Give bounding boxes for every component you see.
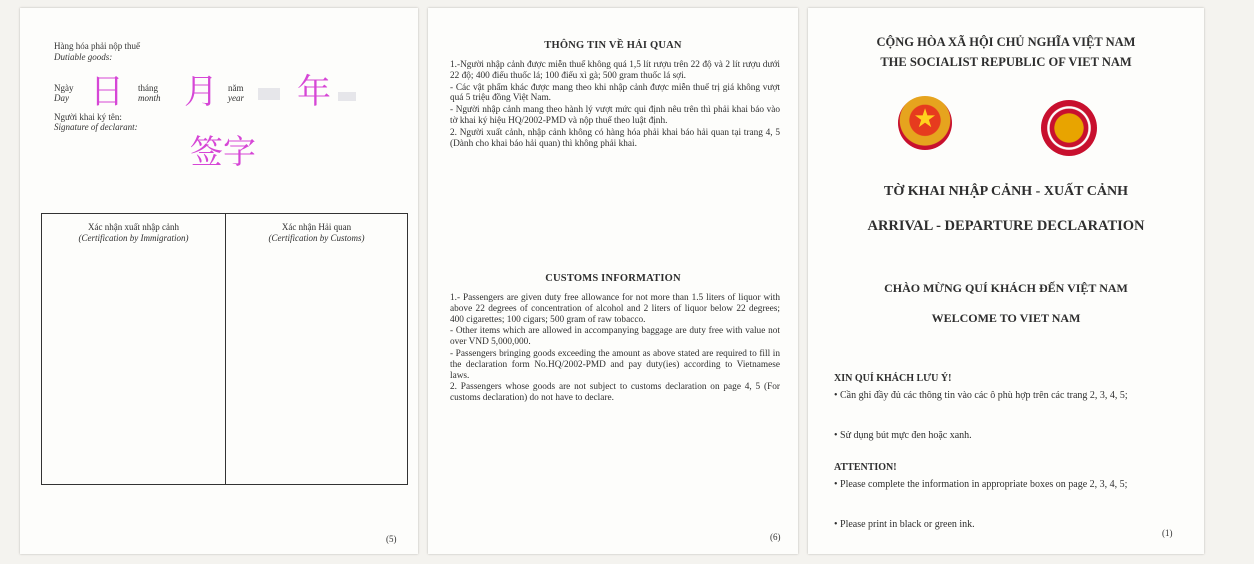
vn-item: - Người nhập cảnh mang theo hành lý vượt mức qui định nêu trên thì phải khai báo vào tờ khai ký hiệu HQ/2002-PMD và nộp thuế theo luật định. [450, 105, 780, 126]
dutiable-goods-label-vn: Hàng hóa phải nộp thuế [54, 41, 140, 51]
day-label-vn: Ngày [54, 83, 74, 93]
certification-table [41, 213, 408, 485]
day-handwritten-field[interactable]: 日 [90, 72, 124, 112]
vn-item: - Các vật phẩm khác được mang theo khi nhập cảnh được miễn thuế trị giá không vượt quá 5 triệu đồng Việt Nam. [450, 82, 780, 104]
table-divider [225, 214, 226, 484]
declaration-title-vn: TỜ KHAI NHẬP CẢNH - XUẤT CẢNH [884, 184, 1128, 199]
year-handwritten-field[interactable]: 年 [297, 72, 331, 112]
smudge [258, 88, 280, 100]
notice-vn-2: • Sử dụng bút mực đen hoặc xanh. [834, 430, 972, 441]
smudge [338, 92, 356, 101]
page-number: (5) [386, 534, 397, 544]
signature-label-vn: Người khai ký tên: [54, 112, 122, 122]
customs-header-en: (Certification by Customs) [268, 233, 365, 243]
customs-header [225, 222, 408, 244]
page-1-cover [808, 8, 1204, 554]
day-label-en: Day [54, 93, 69, 103]
month-handwritten-field[interactable]: 月 [184, 72, 218, 112]
signature-label-en: Signature of declarant: [54, 122, 138, 132]
page-number: (6) [770, 532, 781, 542]
customs-info-vn [450, 60, 780, 150]
page-number: (1) [1162, 528, 1173, 538]
en-item: 2. Passengers whose goods are not subject to customs declaration on page 4, 5 (For customs declaration) do not have to declare. [450, 382, 780, 404]
en-item: - Other items which are allowed in accompanying baggage are duty free with value not over VND 5,000,000. [450, 326, 780, 348]
star-icon: ★ [913, 104, 937, 134]
asean-emblem-icon [1041, 100, 1097, 156]
declaration-title-en: ARRIVAL - DEPARTURE DECLARATION [867, 218, 1145, 234]
vn-item: 2. Người xuất cảnh, nhập cảnh không có hàng hóa phải khai báo hải quan tại trang 4, 5 (Dành cho khai báo hải quan) thì không phải khai. [450, 127, 780, 149]
customs-header-vn: Xác nhận Hải quan [281, 222, 352, 232]
vn-item: 1.-Người nhập cảnh được miễn thuế không quá 1,5 lít rượu trên 22 độ và 2 lít rượu dưới 22 độ; 400 điếu thuốc lá; 100 điếu xì gà; 500 gram thuốc lá sợi. [450, 60, 780, 81]
welcome-en: WELCOME TO VIET NAM [931, 311, 1081, 325]
customs-info-title-vn: THÔNG TIN VỀ HẢI QUAN [544, 40, 682, 51]
year-label-en: year [228, 93, 244, 103]
year-label-vn: năm [228, 83, 244, 93]
en-item: 1.- Passengers are given duty free allowance for not more than 1.5 liters of liquor with above 22 degrees of concentration of alcohol and 2 liters of liquor below 22 degrees; 400 cigarettes; 100 cigars; 500 gram of raw tobacco. [450, 293, 780, 325]
notice-vn-title: XIN QUÍ KHÁCH LƯU Ý! [834, 373, 952, 384]
immigration-header-en: (Certification by Immigration) [78, 233, 189, 243]
welcome-vn: CHÀO MỪNG QUÍ KHÁCH ĐẾN VIỆT NAM [884, 281, 1128, 295]
immigration-header [42, 222, 225, 244]
notice-en-2: • Please print in black or green ink. [834, 519, 975, 530]
en-item: - Passengers bringing goods exceeding the amount as above stated are required to fill in the declaration form No.HQ/2002-PMD and pay duty(ies) according to Vietnamese laws. [450, 348, 780, 381]
month-label-vn: tháng [138, 83, 158, 93]
dutiable-goods-label-en: Dutiable goods: [54, 52, 113, 62]
signature-handwritten-field[interactable]: 签字 [190, 132, 256, 171]
notice-vn-1: • Cần ghi đầy đủ các thông tin vào các ô phù hợp trên các trang 2, 3, 4, 5; [834, 390, 1128, 401]
republic-name-vn: CỘNG HÒA XÃ HỘI CHỦ NGHĨA VIỆT NAM [876, 35, 1136, 49]
notice-en-1: • Please complete the information in appropriate boxes on page 2, 3, 4, 5; [834, 479, 1128, 490]
immigration-header-vn: Xác nhận xuất nhập cảnh [88, 222, 179, 232]
month-label-en: month [138, 93, 161, 103]
customs-info-en [450, 293, 780, 405]
notice-en-title: ATTENTION! [834, 462, 897, 473]
page-6 [428, 8, 798, 554]
vietnam-emblem-icon [898, 96, 952, 150]
page-5 [20, 8, 418, 554]
republic-name-en: THE SOCIALIST REPUBLIC OF VIET NAM [880, 55, 1132, 69]
customs-info-title-en: CUSTOMS INFORMATION [545, 273, 681, 284]
